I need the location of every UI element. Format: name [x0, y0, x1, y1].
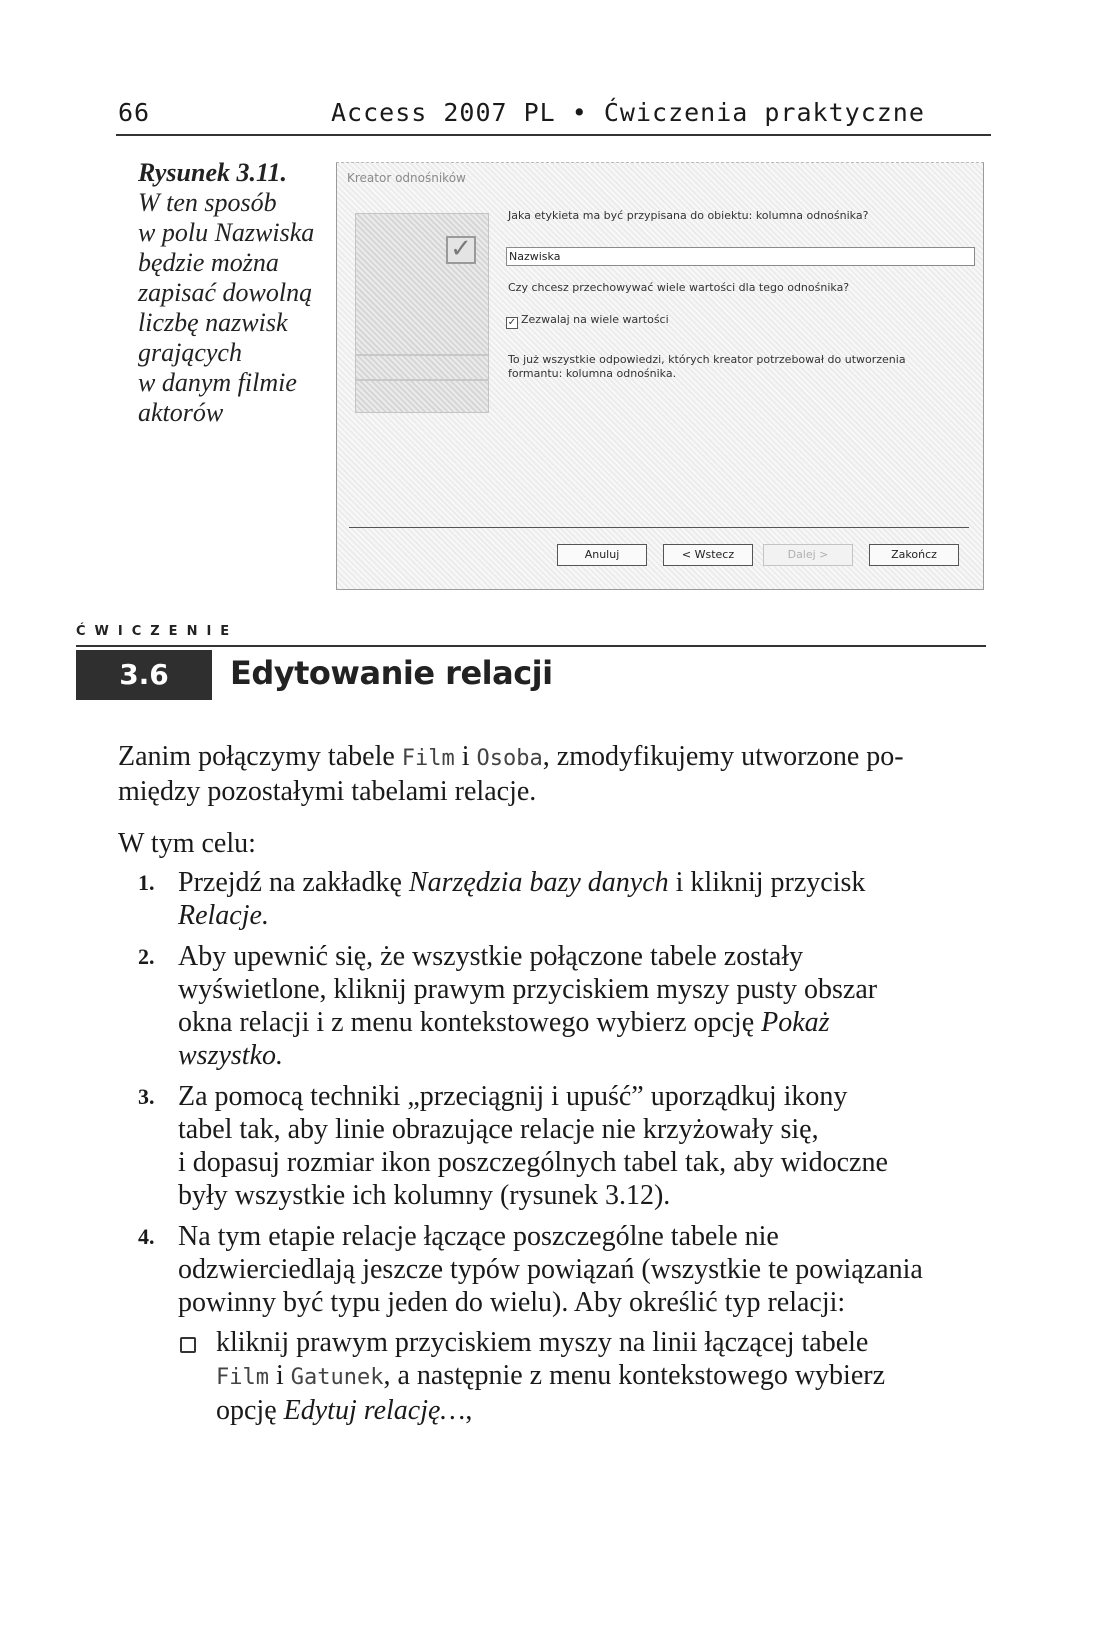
checkbox-box[interactable]: ✓	[507, 317, 517, 328]
dialog-separator	[349, 527, 969, 528]
caption-line: będzie można	[138, 248, 279, 277]
checkbox-label: Zezwalaj na wiele wartości	[521, 313, 669, 326]
running-header	[116, 96, 991, 136]
finish-message: To już wszystkie odpowiedzi, których kreator potrzebował do utworzenia formantu: kolumna odnośnika.	[508, 353, 906, 380]
step-text: tabel tak, aby linie obrazujące relacje nie krzyżowały się,	[178, 1114, 819, 1145]
finish-button[interactable]: Zakończ	[869, 544, 959, 566]
step-text: .	[261, 900, 269, 931]
dialog-title: Kreator odnośników	[347, 171, 466, 185]
intro-text: , zmodyfikujemy utworzone po-	[542, 741, 904, 772]
step-text: powinny być typu jeden do wielu). Aby określić typ relacji:	[178, 1287, 846, 1318]
caption-line: zapisać dowolną	[138, 278, 313, 307]
caption-line: grających	[138, 338, 242, 367]
code-gatunek: Gatunek	[290, 1365, 384, 1390]
intro-text: między pozostałymi tabelami relacje.	[118, 776, 537, 807]
exercise-rule	[76, 645, 986, 647]
step-text: okna relacji i z menu kontekstowego wybierz opcję	[178, 1007, 762, 1038]
next-button[interactable]: Dalej >	[763, 544, 853, 566]
intro-paragraph	[118, 740, 988, 808]
caption-line: W ten sposób	[138, 188, 277, 217]
exercise-title: Edytowanie relacji	[230, 654, 553, 692]
step-emphasis: Narzędzia bazy danych	[408, 867, 669, 898]
step-text: i kliknij przycisk	[668, 867, 866, 898]
caption-line: aktorów	[138, 398, 224, 427]
step-text: Za pomocą techniki „przeciągnij i upuść” uporządkuj ikony	[178, 1081, 848, 1112]
wizard-illustration	[355, 213, 489, 413]
step-text: .	[276, 1040, 283, 1071]
bullet-text: opcję	[216, 1395, 284, 1426]
caption-line: w danym filmie	[138, 368, 297, 397]
list-number: 3.	[138, 1084, 155, 1109]
list-number: 2.	[138, 944, 155, 969]
checkmark-icon: ✓	[446, 236, 476, 264]
bullet-text: kliknij prawym przyciskiem myszy na linii łączącej tabele	[216, 1327, 869, 1358]
figure-caption	[138, 158, 333, 428]
step-text: były wszystkie ich kolumny (rysunek 3.12).	[178, 1180, 671, 1211]
code-osoba: Osoba	[476, 746, 543, 771]
code-film: Film	[216, 1365, 269, 1390]
multivalue-question: Czy chcesz przechowywać wiele wartości dla tego odnośnika?	[508, 281, 850, 294]
intro-text: Zanim połączymy tabele	[118, 741, 402, 772]
bullet-text: i	[268, 1360, 291, 1391]
label-question: Jaka etykieta ma być przypisana do obiektu: kolumna odnośnika?	[508, 209, 869, 222]
step-emphasis: Relacje	[178, 900, 262, 931]
caption-line: w polu Nazwiska	[138, 218, 315, 247]
code-film: Film	[401, 746, 455, 771]
illustration-line	[356, 354, 488, 356]
label-input[interactable]: Nazwiska	[506, 247, 975, 266]
bullet-emphasis: Edytuj relację…	[283, 1395, 466, 1426]
step-text: i dopasuj rozmiar ikon poszczególnych tabel tak, aby widoczne	[178, 1147, 888, 1178]
exercise-label: ĆWICZENIE	[76, 624, 239, 639]
bullet-text: , a następnie z menu kontekstowego wybierz	[383, 1360, 885, 1391]
page-number: 66	[118, 98, 151, 127]
bullet-square-icon	[180, 1337, 196, 1353]
caption-title: Rysunek 3.11.	[138, 158, 288, 187]
lookup-wizard-dialog	[336, 162, 984, 590]
step-text: odzwierciedlają jeszcze typów powiązań (wszystkie te powiązania	[178, 1254, 923, 1285]
cancel-button[interactable]: Anuluj	[557, 544, 647, 566]
bullet-text: ,	[465, 1395, 473, 1426]
step-text: Na tym etapie relacje łączące poszczególne tabele nie	[178, 1221, 779, 1252]
goal-paragraph: W tym celu:	[118, 828, 256, 859]
intro-text: i	[454, 741, 477, 772]
step-text: Aby upewnić się, że wszystkie połączone tabele zostały	[178, 941, 804, 972]
list-number: 4.	[138, 1224, 155, 1249]
illustration-line	[356, 379, 488, 381]
step-text: wyświetlone, kliknij prawym przyciskiem myszy pusty obszar	[178, 974, 878, 1005]
running-title: Access 2007 PL • Ćwiczenia praktyczne	[331, 98, 925, 127]
allow-multiple-values-checkbox[interactable]	[506, 313, 669, 329]
caption-line: liczbę nazwisk	[138, 308, 288, 337]
back-button[interactable]: < Wstecz	[663, 544, 753, 566]
step-text: Przejdź na zakładkę	[178, 867, 409, 898]
exercise-number: 3.6	[76, 650, 212, 700]
list-number: 1.	[138, 870, 155, 895]
step-emphasis: Pokaż	[761, 1007, 830, 1038]
step-emphasis: wszystko	[178, 1040, 276, 1071]
